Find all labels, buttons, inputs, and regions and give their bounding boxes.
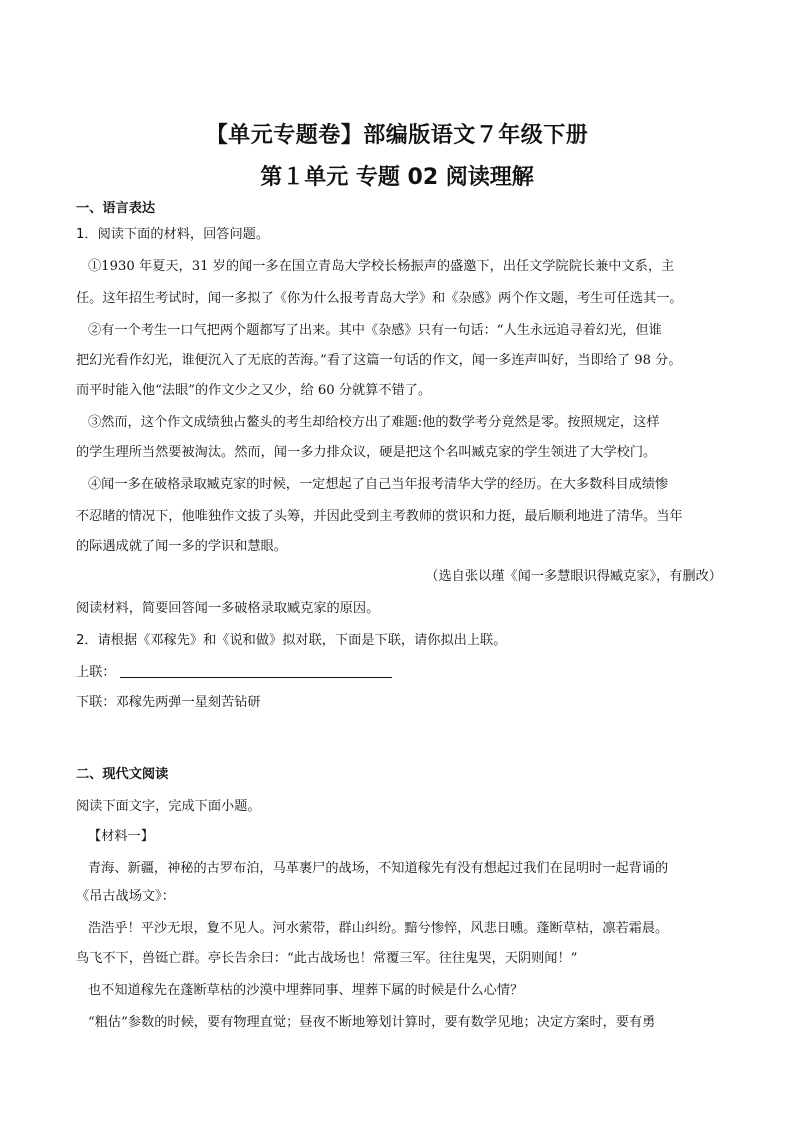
material-1-line-2: 《吊古战场文》： [76, 889, 175, 904]
upper-couplet-label: 上联： [76, 665, 116, 680]
document-title: 【单元专题卷】部编版语文７年级下册 [205, 123, 589, 148]
upper-couplet-blank[interactable] [120, 665, 392, 678]
paragraph-4-line-3: 的际遇成就了闻一多的学识和慧眼。 [76, 539, 287, 554]
reading-instruction: 阅读下面文字，完成下面小题。 [76, 799, 261, 814]
material-1-line-6: “粗估”参数的时候，要有物理直觉；昼夜不断地筹划计算时，要有数学见地；决定方案时，要有勇 [88, 1015, 656, 1030]
section-heading-modern-reading: 二、现代文阅读 [76, 767, 169, 782]
paragraph-2-line-1: ②有一个考生一口气把两个题都写了出来。其中《杂感》只有一句话：“人生永远追寻着幻光，但谁 [88, 323, 662, 338]
material-1-line-4: 鸟飞不下，兽铤亡群。亭长告余曰：“此古战场也！常覆三军。往往鬼哭，天阴则闻！” [76, 951, 578, 966]
material-1-line-5: 也不知道稼先在蓬断草枯的沙漠中埋葬同事、埋葬下属的时候是什么心情？ [88, 983, 524, 998]
question-1-prompt: 阅读材料，简要回答闻一多破格录取臧克家的原因。 [76, 601, 380, 616]
source-citation: （选自张以瑾《闻一多慧眼识得臧克家》，有删改） [425, 569, 722, 584]
lower-couplet: 下联：邓稼先两弹一星刻苦钻研 [76, 695, 261, 710]
section-heading-language: 一、语言表达 [76, 201, 156, 216]
material-1-line-3: 浩浩乎！平沙无垠，夐不见人。河水萦带，群山纠纷。黯兮惨悴，风悲日曛。蓬断草枯，凛若霜晨。 [88, 921, 669, 936]
paragraph-3-line-1: ③然而，这个作文成绩独占鳌头的考生却给校方出了难题:他的数学考分竟然是零。按照规定，这样 [88, 415, 660, 430]
paragraph-3-line-2: 的学生理所当然要被淘汰。然而，闻一多力排众议，硬是把这个名叫臧克家的学生领进了大学校门。 [76, 445, 657, 460]
question-1-stem: 1．阅读下面的材料，回答问题。 [76, 227, 270, 242]
paragraph-1-line-2: 任。这年招生考试时，闻一多拟了《你为什么报考青岛大学》和《杂感》两个作文题，考生可任选其一。 [76, 291, 683, 306]
upper-couplet-row [76, 664, 726, 682]
material-1-line-1: 青海、新疆，神秘的古罗布泊，马革裹尸的战场，不知道稼先有没有想起过我们在昆明时一起背诵的 [88, 861, 669, 876]
paragraph-2-line-3: 而平时能入他“法眼”的作文少之又少，给 60 分就算不错了。 [76, 383, 432, 398]
document-subtitle: 第１单元 专题 02 阅读理解 [260, 165, 534, 190]
paragraph-2-line-2: 把幻光看作幻光，谁便沉入了无底的苦海。”看了这篇一句话的作文，闻一多连声叫好，当即给了 98 分。 [76, 353, 682, 368]
question-2-stem: 2．请根据《邓稼先》和《说和做》拟对联，下面是下联，请你拟出上联。 [76, 633, 507, 648]
paragraph-1-line-1: ①1930 年夏天，31 岁的闻一多在国立青岛大学校长杨振声的盛邀下，出任文学院院长兼中文系，主 [88, 259, 675, 274]
paragraph-4-line-2: 不忍睹的情况下，他唯独作文拔了头筹，并因此受到主考教师的赏识和力挺，最后顺利地进了清华。当年 [76, 509, 683, 524]
paragraph-4-line-1: ④闻一多在破格录取臧克家的时候，一定想起了自己当年报考清华大学的经历。在大多数科目成绩惨 [88, 477, 669, 492]
material-1-label: 【材料一】 [88, 829, 154, 844]
